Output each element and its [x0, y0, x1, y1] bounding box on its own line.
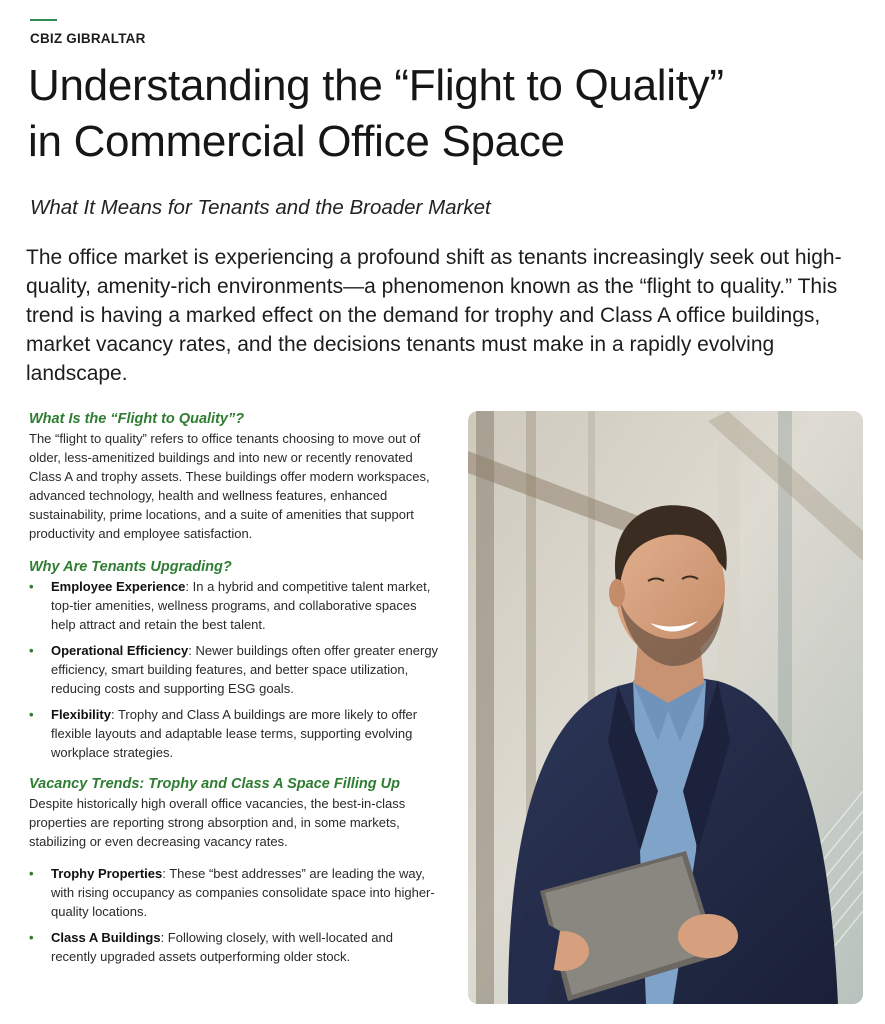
section-heading-vacancy: Vacancy Trends: Trophy and Class A Space Filling Up: [29, 776, 400, 792]
bullet-text: : In a hybrid and competitive talent market, top-tier amenities, wellness programs, and collaborative spaces help attract and retain the best talent.: [51, 579, 431, 632]
bullet-icon: •: [29, 643, 34, 658]
bullet-term: Flexibility: [51, 707, 111, 722]
section-heading-why: Why Are Tenants Upgrading?: [29, 559, 232, 575]
section-heading-what: What Is the “Flight to Quality”?: [29, 411, 245, 427]
bullet-icon: •: [29, 707, 34, 722]
accent-rule: [30, 19, 57, 21]
list-item: [29, 928, 439, 966]
bullet-term: Trophy Properties: [51, 866, 163, 881]
title-line-1: Understanding the “Flight to Quality”: [28, 61, 724, 110]
bullet-icon: •: [29, 866, 34, 881]
bullet-term: Class A Buildings: [51, 930, 161, 945]
why-bullet-list: [29, 577, 439, 762]
bullet-text: : Following closely, with well-located and recently upgraded assets outperforming older stock.: [51, 930, 393, 964]
list-item: [29, 641, 439, 698]
intro-paragraph: The office market is experiencing a profound shift as tenants increasingly seek out high-quality, amenity-rich environments—a phenomenon known as the “flight to quality.” This trend is having a marked effect on the demand for trophy and Class A office buildings, market vacancy rates, and the decisions tenants must make in a rapidly evolving landscape.: [26, 246, 842, 385]
bullet-term: Operational Efficiency: [51, 643, 189, 658]
bullet-text: : These “best addresses” are leading the way, with rising occupancy as companies consolidate space into higher-quality locations.: [51, 866, 435, 919]
title-line-2: in Commercial Office Space: [28, 117, 565, 166]
page-subtitle: What It Means for Tenants and the Broader Market: [30, 196, 491, 219]
bullet-term: Employee Experience: [51, 579, 186, 594]
bullet-icon: •: [29, 930, 34, 945]
section-body-vacancy: Despite historically high overall office vacancies, the best-in-class properties are reporting strong absorption and, in some markets, stabilizing or even decreasing vacancy rates.: [29, 796, 406, 849]
bullet-text: : Newer buildings often offer greater energy efficiency, smart building features, and better space utilization, reducing costs and supporting ESG goals.: [51, 643, 439, 696]
page-title: [28, 58, 868, 170]
list-item: [29, 577, 439, 634]
bullet-text: : Trophy and Class A buildings are more likely to offer flexible layouts and adaptable lease terms, supporting evolving workplace strategies.: [51, 707, 418, 760]
businessman-photo: [468, 411, 863, 1004]
section-body-what: The “flight to quality” refers to office tenants choosing to move out of older, less-amenitized buildings and into new or recently renovated Class A and trophy assets. These buildings offer modern workspaces, advanced technology, health and wellness features, enhanced sustainability, prime locations, and a suite of amenities that support productivity and employee satisfaction.: [29, 431, 430, 541]
bullet-icon: •: [29, 579, 34, 594]
vacancy-bullet-list: [29, 864, 439, 966]
list-item: [29, 864, 439, 921]
photo-illustration: [468, 411, 863, 1004]
list-item: [29, 705, 439, 762]
brand-label: CBIZ GIBRALTAR: [30, 31, 146, 46]
article-column: [29, 410, 439, 966]
